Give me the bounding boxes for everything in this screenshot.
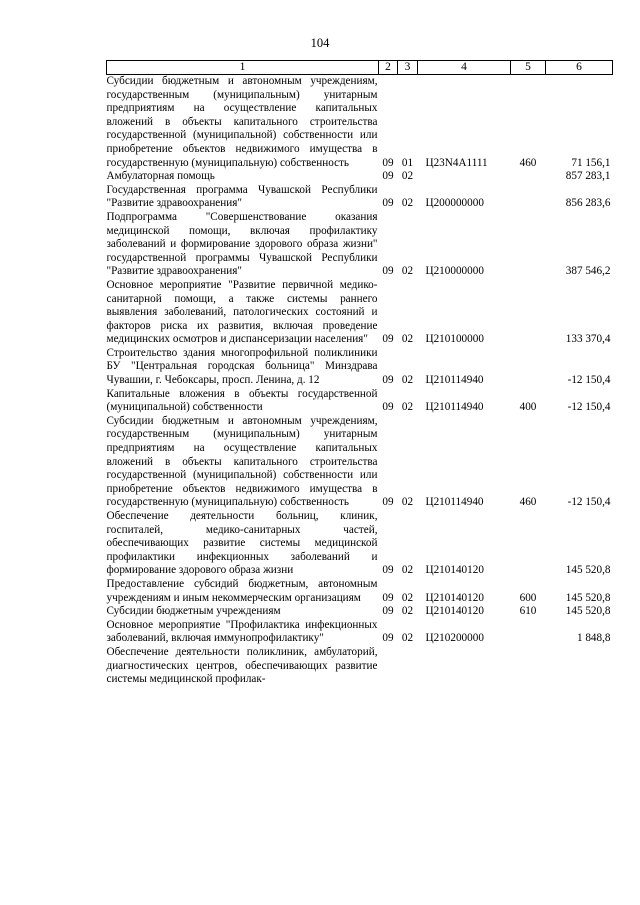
row-amount bbox=[546, 646, 613, 687]
row-target-article: Ц200000000 bbox=[425, 197, 484, 210]
row-amount: 133 370,4 bbox=[565, 333, 611, 346]
row-subsection: 02 bbox=[401, 591, 414, 604]
row-amount: 145 520,8 bbox=[565, 605, 611, 618]
table-row bbox=[107, 279, 613, 347]
row-expense-type: 400 bbox=[519, 401, 537, 414]
row-target-article: Ц210114940 bbox=[425, 401, 484, 414]
row-section bbox=[379, 646, 398, 687]
header-cell-name: 1 bbox=[107, 61, 379, 75]
header-cell-amount: 6 bbox=[546, 61, 613, 75]
row-name: Амбулаторная помощь bbox=[106, 170, 215, 183]
row-name: Государственная программа Чувашской Республики "Развитие здравоохранения" bbox=[106, 183, 378, 210]
row-subsection: 02 bbox=[401, 197, 414, 210]
header-cell-section: 2 bbox=[379, 61, 398, 75]
row-target-article bbox=[418, 646, 511, 687]
table-row bbox=[107, 388, 613, 415]
row-target-article bbox=[418, 170, 511, 184]
row-expense-type bbox=[511, 211, 546, 279]
row-section: 09 bbox=[382, 170, 394, 183]
table-row bbox=[107, 646, 613, 687]
table-row bbox=[107, 605, 613, 619]
row-subsection: 02 bbox=[401, 265, 414, 278]
row-section: 09 bbox=[382, 605, 394, 618]
row-target-article: Ц210140120 bbox=[425, 564, 484, 577]
row-subsection bbox=[398, 646, 418, 687]
row-name: Предоставление субсидий бюджетным, автономным учреждениям и иным некоммерческим организациям bbox=[106, 577, 378, 604]
row-amount: 387 546,2 bbox=[565, 265, 611, 278]
row-name: Строительство здания многопрофильной поликлиники БУ "Центральная городская больница" Минздрава Чувашии, г. Чебоксары, просп. Ленина, д. 12 bbox=[106, 346, 378, 387]
row-amount: 1 848,8 bbox=[576, 632, 611, 645]
page-number: 104 bbox=[310, 36, 330, 50]
row-subsection: 02 bbox=[401, 632, 414, 645]
row-target-article: Ц210114940 bbox=[425, 374, 484, 387]
row-amount: 857 283,1 bbox=[565, 170, 611, 183]
row-subsection: 02 bbox=[401, 374, 414, 387]
row-expense-type bbox=[511, 279, 546, 347]
table-row bbox=[107, 578, 613, 605]
table-row bbox=[107, 510, 613, 578]
row-section: 09 bbox=[382, 632, 394, 645]
row-name: Субсидии бюджетным учреждениям bbox=[106, 605, 281, 618]
row-name: Обеспечение деятельности больниц, клиник, госпиталей, медико-санитарных частей, обеспечивающих развитие системы медицинской профилактики инфекционных заболеваний и формирование здорового образа жизни bbox=[106, 510, 378, 577]
table-row bbox=[107, 184, 613, 211]
row-section: 09 bbox=[382, 333, 394, 346]
row-amount: -12 150,4 bbox=[567, 374, 611, 387]
table-row bbox=[107, 619, 613, 646]
row-section: 09 bbox=[382, 265, 394, 278]
row-amount: 71 156,1 bbox=[571, 156, 611, 169]
row-subsection: 02 bbox=[401, 496, 414, 509]
row-subsection: 02 bbox=[401, 401, 414, 414]
table-row bbox=[107, 75, 613, 171]
row-section: 09 bbox=[382, 401, 394, 414]
row-target-article: Ц210000000 bbox=[425, 265, 484, 278]
row-amount: 856 283,6 bbox=[565, 197, 611, 210]
header-cell-target-article: 4 bbox=[418, 61, 511, 75]
row-amount: 145 520,8 bbox=[565, 564, 611, 577]
header-cell-expense-type: 5 bbox=[511, 61, 546, 75]
row-expense-type: 610 bbox=[519, 605, 537, 618]
row-target-article: Ц210200000 bbox=[425, 632, 484, 645]
row-expense-type bbox=[511, 646, 546, 687]
row-expense-type bbox=[511, 510, 546, 578]
row-name: Основное мероприятие "Развитие первичной медико-санитарной помощи, а также системы раннего выявления заболеваний, патологических состояний и факторов риска их развития, включая проведение медицинских осмотров и диспансеризации населения" bbox=[106, 278, 378, 346]
row-subsection: 02 bbox=[401, 605, 414, 618]
row-name: Подпрограмма "Совершенствование оказания медицинской помощи, включая профилактику заболеваний и формирование здорового образа жизни" государственной программы Чувашской Республики "Развитие здравоохранения" bbox=[106, 210, 378, 278]
row-target-article: Ц210140120 bbox=[425, 605, 484, 618]
row-target-article: Ц210140120 bbox=[425, 591, 484, 604]
row-name: Основное мероприятие "Профилактика инфекционных заболеваний, включая иммунопрофилактику" bbox=[106, 618, 378, 645]
table-row bbox=[107, 415, 613, 510]
row-expense-type bbox=[511, 184, 546, 211]
row-section: 09 bbox=[382, 197, 394, 210]
table-body bbox=[107, 75, 613, 687]
row-section: 09 bbox=[382, 374, 394, 387]
table-header bbox=[107, 61, 613, 75]
row-subsection: 01 bbox=[401, 156, 414, 169]
row-name: Субсидии бюджетным и автономным учреждениям, государственным (муниципальным) унитарным предприятиям на осуществление капитальных вложений в объекты капитального строительства государственной (муниципальной) собственности или приобретение объектов недвижимого имущества в государственную (муниципальную) собственность bbox=[106, 414, 378, 509]
row-target-article: Ц210114940 bbox=[425, 496, 484, 509]
row-amount: -12 150,4 bbox=[567, 401, 611, 414]
row-expense-type bbox=[511, 347, 546, 388]
row-expense-type bbox=[511, 170, 546, 184]
table-row bbox=[107, 170, 613, 184]
row-section: 09 bbox=[382, 564, 394, 577]
row-name: Обеспечение деятельности поликлиник, амбулаторий, диагностических центров, обеспечивающих развитие системы медицинской профилак- bbox=[106, 645, 378, 686]
budget-table bbox=[106, 60, 613, 687]
header-cell-subsection: 3 bbox=[398, 61, 418, 75]
row-section: 09 bbox=[382, 496, 394, 509]
row-subsection: 02 bbox=[401, 333, 414, 346]
row-expense-type: 460 bbox=[519, 496, 537, 509]
row-expense-type: 460 bbox=[519, 156, 537, 169]
table-row bbox=[107, 347, 613, 388]
row-subsection: 02 bbox=[401, 170, 414, 183]
row-expense-type: 600 bbox=[519, 591, 537, 604]
row-expense-type bbox=[511, 619, 546, 646]
row-subsection: 02 bbox=[401, 564, 414, 577]
row-amount: -12 150,4 bbox=[567, 496, 611, 509]
row-name: Субсидии бюджетным и автономным учреждениям, государственным (муниципальным) унитарным предприятиям на осуществление капитальных вложений в объекты капитального строительства государственной (муниципальной) собственности или приобретение объектов недвижимого имущества в государственную (муниципальную) собственность bbox=[106, 75, 378, 169]
row-target-article: Ц23N4A1111 bbox=[425, 156, 488, 169]
row-section: 09 bbox=[382, 591, 394, 604]
table-row bbox=[107, 211, 613, 279]
header-row bbox=[107, 61, 613, 75]
row-name: Капитальные вложения в объекты государственной (муниципальной) собственности bbox=[106, 387, 378, 414]
row-target-article: Ц210100000 bbox=[425, 333, 484, 346]
row-section: 09 bbox=[382, 156, 394, 169]
row-amount: 145 520,8 bbox=[565, 591, 611, 604]
